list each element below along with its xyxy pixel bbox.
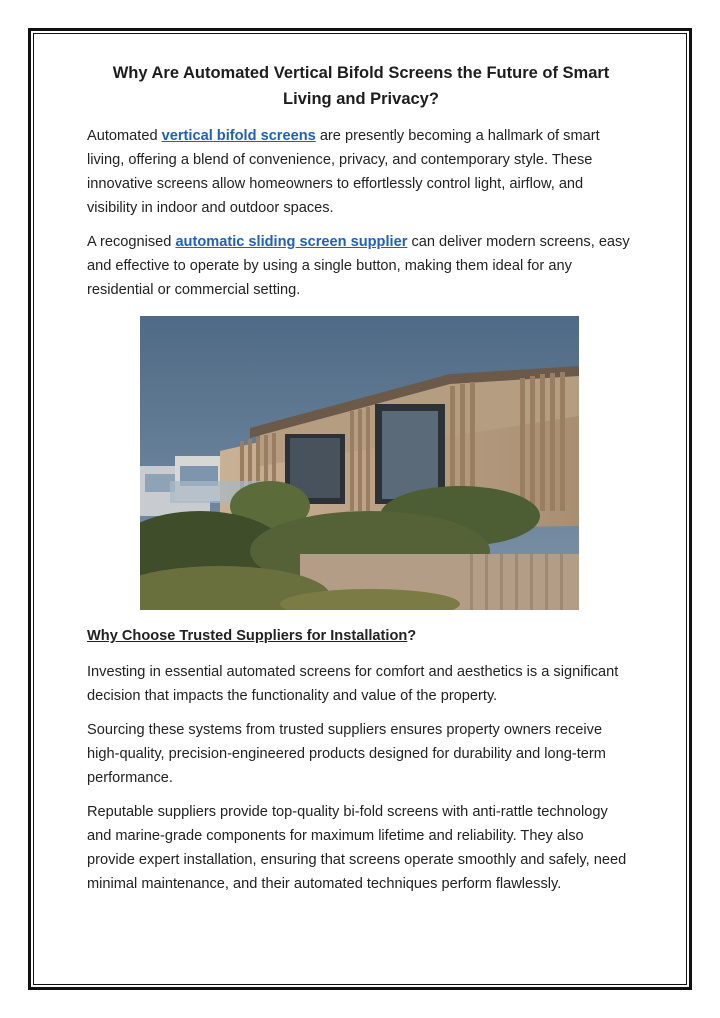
supplier-text-end: can deliver modern screens, easy and effective to operate by using a single button, making them ideal for any residential or commercial setting. <box>87 234 630 298</box>
vertical-bifold-screens-link[interactable]: vertical bifold screens <box>161 128 316 144</box>
intro-paragraph <box>87 124 635 220</box>
house-photo <box>140 316 579 610</box>
body-paragraph-3: Reputable suppliers provide top-quality bi-fold screens with anti-rattle technology and marine-grade components for maximum lifetime and reliability. They also provide expert installation, ensuring that screens operate smoothly and safely, need minimal maintenance, and their automated techniques perform flawlessly. <box>87 804 627 892</box>
body-paragraph-2: Sourcing these systems from trusted suppliers ensures property owners receive high-quality, precision-engineered products designed for durability and long-term performance. <box>87 722 606 786</box>
section-heading: Why Choose Trusted Suppliers for Installation <box>87 628 408 644</box>
intro-text-end: are presently becoming a hallmark of smart living, offering a blend of convenience, privacy, and contemporary style. These innovative screens allow homeowners to effortlessly control light, airflow, and visibility in indoor and outdoor spaces. <box>87 128 600 216</box>
page-title: Why Are Automated Vertical Bifold Screens the Future of Smart Living and Privacy? <box>112 64 610 108</box>
section-heading-line <box>87 624 635 648</box>
body-paragraph-1: Investing in essential automated screens for comfort and aesthetics is a significant decision that impacts the functionality and value of the property. <box>87 664 619 704</box>
supplier-text-start: A recognised <box>87 234 176 250</box>
supplier-paragraph <box>87 230 635 302</box>
section-heading-suffix: ? <box>407 628 417 644</box>
document-body <box>87 60 635 312</box>
intro-text-start: Automated <box>87 128 162 144</box>
sliding-screen-supplier-link[interactable]: automatic sliding screen supplier <box>175 234 408 250</box>
trusted-suppliers-section <box>87 624 635 906</box>
